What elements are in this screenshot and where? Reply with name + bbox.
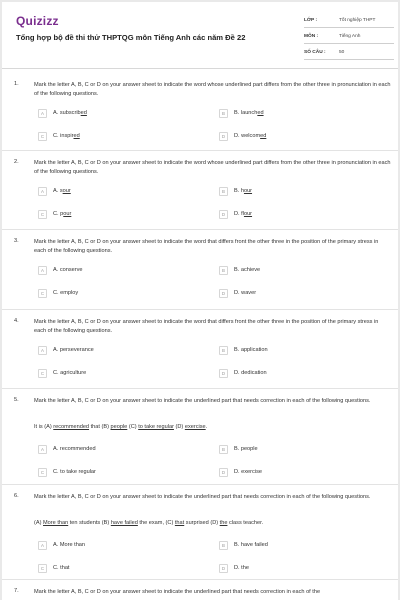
option-letter-badge: D (219, 369, 228, 378)
question-number: 7. (14, 588, 19, 594)
option-underlined-part: ed (257, 110, 264, 116)
underlined-part: people (110, 424, 128, 430)
option-letter-badge: B (219, 187, 228, 196)
option-label: B. h (234, 188, 244, 194)
header-divider (2, 68, 398, 69)
answer-option-a[interactable] (38, 541, 208, 550)
answer-option-a[interactable] (38, 187, 208, 196)
option-letter-badge: A (38, 346, 47, 355)
answer-option-c[interactable] (38, 468, 208, 477)
option-label: B. launch (234, 110, 258, 116)
question-number: 3. (14, 238, 19, 244)
sentence-part: the exam, (C) (137, 520, 175, 526)
answer-option-b[interactable] (219, 187, 389, 196)
option-label: B. people (234, 446, 258, 452)
sentence-part: It is (A) (34, 424, 54, 430)
worksheet-page (2, 2, 398, 600)
option-text (53, 267, 83, 273)
question-divider (2, 309, 398, 310)
option-letter-badge: B (219, 266, 228, 275)
option-text (234, 110, 264, 116)
option-underlined-part: our (62, 188, 71, 194)
answer-option-c[interactable] (38, 132, 208, 141)
option-label: C. p (53, 211, 64, 217)
option-label: D. exercise (234, 469, 262, 475)
sentence-part: class teacher. (227, 520, 264, 526)
meta-value: Tốt nghiệp THPT (339, 18, 376, 23)
question-instruction: Mark the letter A, B, C or D on your answer sheet to indicate the word whose underlined part differs from the other three in pronunciation in each of the following questions. (34, 160, 391, 175)
question-instruction: Mark the letter A, B, C or D on your answer sheet to indicate the word that differs front the other three in the position of the primary stress in each of the following questions. (34, 319, 379, 334)
answer-option-b[interactable] (219, 541, 389, 550)
question-divider (2, 229, 398, 230)
option-text (234, 188, 252, 194)
worksheet-title: Tổng hợp bộ đề thi thử THPTQG môn Tiếng Anh các năm Đề 22 (16, 33, 246, 42)
option-letter-badge: D (219, 210, 228, 219)
sentence-part: (D) (173, 424, 185, 430)
option-label: A. s (53, 188, 63, 194)
worksheet-header (2, 2, 398, 68)
option-text (234, 469, 262, 475)
option-label: A. subscrib (53, 110, 81, 116)
option-label: A. conserve (53, 267, 83, 273)
option-text (53, 370, 86, 376)
meta-label: SỐ CÂU : (304, 50, 326, 55)
answer-option-a[interactable] (38, 109, 208, 118)
option-label: A. More than (53, 542, 86, 548)
option-label: C. to take regular (53, 469, 96, 475)
question-instruction: Mark the letter A, B, C or D on your answer sheet to indicate the word whose underlined part differs from the other three in pronunciation in each of the following questions. (34, 82, 391, 97)
option-letter-badge: D (219, 132, 228, 141)
option-text (234, 290, 256, 296)
option-underlined-part: ed (80, 110, 87, 116)
meta-label: MÔN : (304, 34, 319, 39)
option-label: D. fl (234, 211, 244, 217)
option-label: D. waver (234, 290, 257, 296)
option-letter-badge: A (38, 445, 47, 454)
option-text (53, 211, 71, 217)
option-text (53, 446, 96, 452)
answer-option-b[interactable] (219, 266, 389, 275)
answer-option-c[interactable] (38, 210, 208, 219)
answer-option-d[interactable] (219, 468, 389, 477)
option-text (53, 469, 96, 475)
question-number: 6. (14, 493, 19, 499)
option-underlined-part: ed (73, 133, 80, 139)
option-letter-badge: B (219, 445, 228, 454)
quizizz-logo: Quizizz (16, 14, 59, 28)
answer-option-b[interactable] (219, 109, 389, 118)
sentence-part: that (B) (89, 424, 111, 430)
option-letter-badge: C (38, 369, 47, 378)
underlined-part: recommended (53, 424, 90, 430)
question-number: 2. (14, 159, 19, 165)
option-letter-badge: C (38, 468, 47, 477)
answer-option-a[interactable] (38, 346, 208, 355)
underlined-part: that (174, 520, 185, 526)
option-label: B. application (234, 347, 268, 353)
option-text (234, 267, 260, 273)
answer-option-c[interactable] (38, 289, 208, 298)
question-instruction: Mark the letter A, B, C or D on your answer sheet to indicate the underlined part that needs correction in each of the following questions. (34, 494, 371, 500)
answer-option-d[interactable] (219, 369, 389, 378)
option-text (53, 188, 71, 194)
sentence-part: (C) (127, 424, 139, 430)
option-text (234, 542, 268, 548)
answer-option-d[interactable] (219, 289, 389, 298)
meta-value: Tiếng Anh (339, 34, 361, 39)
option-label: C. inspir (53, 133, 74, 139)
answer-option-b[interactable] (219, 445, 389, 454)
option-letter-badge: B (219, 346, 228, 355)
question-number: 1. (14, 81, 19, 87)
sentence-part: (A) (34, 520, 44, 526)
answer-option-b[interactable] (219, 346, 389, 355)
answer-option-c[interactable] (38, 369, 208, 378)
meta-value: 50 (339, 50, 345, 55)
option-label: A. recommended (53, 446, 96, 452)
sentence-part: surprised (D) (184, 520, 220, 526)
option-text (53, 347, 94, 353)
sentence-part: ten students (B) (68, 520, 111, 526)
option-letter-badge: A (38, 109, 47, 118)
worksheet-meta (304, 14, 394, 60)
option-label: D. dedication (234, 370, 267, 376)
question-sentence (34, 520, 263, 526)
option-letter-badge: D (219, 564, 228, 573)
option-letter-badge: A (38, 266, 47, 275)
question-instruction: Mark the letter A, B, C or D on your answer sheet to indicate the underlined part that needs correction in each of the following questions. (34, 398, 371, 404)
question-instruction: Mark the letter A, B, C or D on your answer sheet to indicate the word that differs front the other three in the position of the primary stress in each of the following questions. (34, 239, 379, 254)
option-underlined-part: our (63, 211, 72, 217)
question-instruction: Mark the letter A, B, C or D on your answer sheet to indicate the underlined part that needs correction in each of the (34, 589, 321, 595)
answer-option-d[interactable] (219, 132, 389, 141)
answer-option-a[interactable] (38, 266, 208, 275)
option-label: C. that (53, 565, 70, 571)
meta-row-subject (304, 30, 394, 44)
option-underlined-part: our (243, 188, 253, 194)
option-letter-badge: A (38, 541, 47, 550)
question-number: 5. (14, 397, 19, 403)
option-text (234, 211, 252, 217)
answer-option-c[interactable] (38, 564, 208, 573)
answer-option-d[interactable] (219, 210, 389, 219)
option-text (234, 565, 249, 571)
option-label: A. perseverance (53, 347, 94, 353)
option-letter-badge: C (38, 210, 47, 219)
option-underlined-part: our (243, 211, 253, 217)
option-text (53, 110, 87, 116)
underlined-part: the (219, 520, 228, 526)
option-text (234, 133, 266, 139)
underlined-part: to take regular (138, 424, 174, 430)
option-underlined-part: ed (260, 133, 267, 139)
question-divider (2, 484, 398, 485)
option-label: D. welcom (234, 133, 261, 139)
option-text (234, 446, 258, 452)
underlined-part: have failed (110, 520, 138, 526)
option-label: B. have failed (234, 542, 268, 548)
meta-label: LỚP : (304, 18, 318, 23)
option-text (234, 370, 267, 376)
underlined-part: More than (43, 520, 69, 526)
question-number: 4. (14, 318, 19, 324)
meta-row-count (304, 46, 394, 60)
answer-option-a[interactable] (38, 445, 208, 454)
option-label: C. agriculture (53, 370, 87, 376)
option-label: D. the (234, 565, 249, 571)
question-divider (2, 150, 398, 151)
option-letter-badge: B (219, 541, 228, 550)
option-text (53, 133, 80, 139)
option-letter-badge: C (38, 132, 47, 141)
question-sentence (34, 424, 207, 430)
option-text (53, 542, 85, 548)
option-letter-badge: A (38, 187, 47, 196)
option-text (53, 565, 69, 571)
option-letter-badge: D (219, 289, 228, 298)
option-label: B. achieve (234, 267, 261, 273)
question-divider (2, 579, 398, 580)
question-divider (2, 388, 398, 389)
option-letter-badge: D (219, 468, 228, 477)
option-letter-badge: B (219, 109, 228, 118)
option-letter-badge: C (38, 289, 47, 298)
option-text (53, 290, 78, 296)
option-letter-badge: C (38, 564, 47, 573)
option-text (234, 347, 268, 353)
answer-option-d[interactable] (219, 564, 389, 573)
sentence-part: . (205, 424, 208, 430)
option-label: C. employ (53, 290, 79, 296)
underlined-part: exercise (184, 424, 206, 430)
meta-row-class (304, 14, 394, 28)
